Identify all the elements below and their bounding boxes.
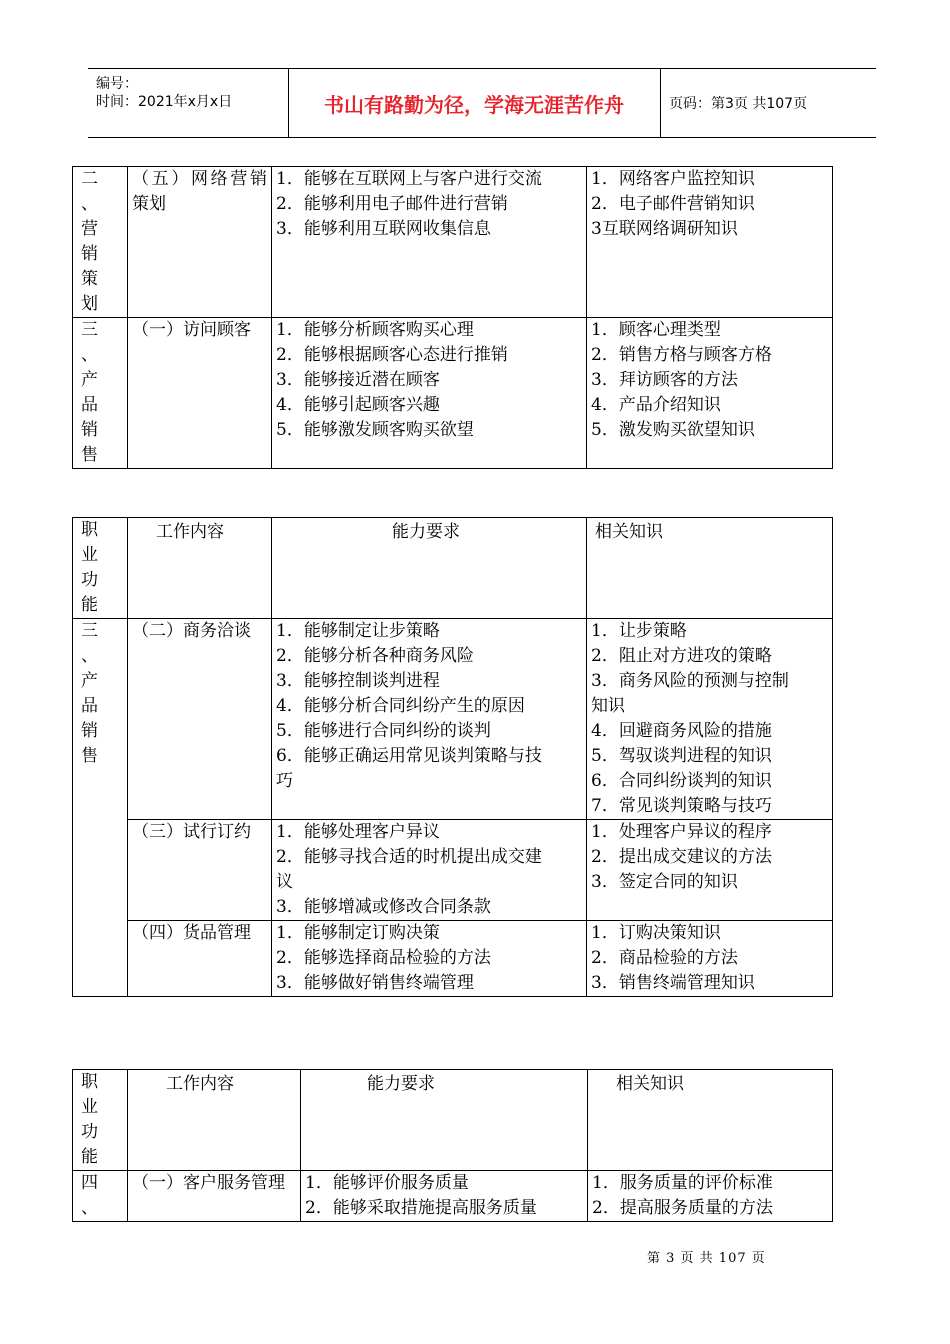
function-char: 职 bbox=[81, 520, 98, 540]
list-item: 2．能够选择商品检验的方法 bbox=[276, 948, 491, 968]
list-item: 6．合同纠纷谈判的知识 bbox=[591, 771, 772, 791]
list-item: 1．能够处理客户异议 bbox=[276, 822, 440, 842]
function-char: 功 bbox=[81, 1122, 98, 1142]
list-item: 知识 bbox=[591, 696, 625, 716]
function-char: 品 bbox=[81, 696, 98, 716]
function-char: 产 bbox=[81, 370, 98, 390]
function-char: 职 bbox=[81, 1072, 98, 1092]
knowledge-cell bbox=[588, 1171, 833, 1222]
list-item: 4．能够分析合同纠纷产生的原因 bbox=[276, 696, 525, 716]
list-item: 3．能够接近潜在顾客 bbox=[276, 370, 440, 390]
list-item: 2．能够寻找合适的时机提出成交建 bbox=[276, 847, 542, 867]
knowledge-cell bbox=[587, 318, 833, 469]
abilities-cell bbox=[272, 619, 587, 820]
knowledge-cell bbox=[587, 167, 833, 318]
list-item: 2．能够分析各种商务风险 bbox=[276, 646, 474, 666]
function-char: 销 bbox=[81, 244, 98, 264]
list-item: 巧 bbox=[276, 771, 293, 791]
list-item: 7．常见谈判策略与技巧 bbox=[591, 796, 772, 816]
header-knowledge: 相关知识 bbox=[588, 1070, 833, 1171]
function-char: 售 bbox=[81, 746, 98, 766]
list-item: 4．回避商务风险的措施 bbox=[591, 721, 772, 741]
table-header-row bbox=[73, 1070, 833, 1171]
function-char: 产 bbox=[81, 671, 98, 691]
work-content-cell bbox=[128, 619, 272, 820]
work-content-cell bbox=[128, 1171, 301, 1222]
header-function bbox=[73, 1070, 128, 1171]
knowledge-cell bbox=[587, 820, 833, 921]
abilities-cell bbox=[272, 167, 587, 318]
knowledge-cell bbox=[587, 921, 833, 997]
list-item: 4．产品介绍知识 bbox=[591, 395, 721, 415]
header-work: 工作内容 bbox=[128, 518, 272, 619]
work-content-text: （三）试行订约 bbox=[132, 822, 251, 842]
table-row bbox=[73, 167, 833, 318]
skills-table-2 bbox=[72, 517, 833, 997]
function-char: 、 bbox=[81, 646, 98, 666]
header-abilities: 能力要求 bbox=[301, 1070, 588, 1171]
list-item: 5．驾驭谈判进程的知识 bbox=[591, 746, 772, 766]
function-char: 、 bbox=[81, 194, 98, 214]
table-row bbox=[73, 619, 833, 820]
list-item: 2．提高服务质量的方法 bbox=[592, 1198, 773, 1218]
header-work: 工作内容 bbox=[128, 1070, 301, 1171]
list-item: 2．销售方格与顾客方格 bbox=[591, 345, 772, 365]
list-item: 5．激发购买欲望知识 bbox=[591, 420, 755, 440]
list-item: 1．处理客户异议的程序 bbox=[591, 822, 772, 842]
list-item: 4．能够引起顾客兴趣 bbox=[276, 395, 440, 415]
function-char: 业 bbox=[81, 1097, 98, 1117]
list-item: 2．提出成交建议的方法 bbox=[591, 847, 772, 867]
list-item: 2．能够采取措施提高服务质量 bbox=[305, 1198, 537, 1218]
page-footer: 第 3 页 共 107 页 bbox=[647, 1251, 766, 1266]
list-item: 3．销售终端管理知识 bbox=[591, 973, 755, 993]
function-char: 业 bbox=[81, 545, 98, 565]
list-item: 1．能够制定让步策略 bbox=[276, 621, 440, 641]
list-item: 1．订购决策知识 bbox=[591, 923, 721, 943]
list-item: 5．能够进行合同纠纷的谈判 bbox=[276, 721, 491, 741]
function-cell bbox=[73, 619, 128, 997]
list-item: 1．能够制定订购决策 bbox=[276, 923, 440, 943]
function-cell bbox=[73, 167, 128, 318]
work-content-cell bbox=[128, 820, 272, 921]
function-char: 、 bbox=[81, 1198, 98, 1218]
function-char: 销 bbox=[81, 721, 98, 741]
list-item: 3．签定合同的知识 bbox=[591, 872, 738, 892]
list-item: 2．电子邮件营销知识 bbox=[591, 194, 755, 214]
function-char: 四 bbox=[81, 1173, 98, 1193]
function-char: 售 bbox=[81, 445, 98, 465]
header-meta bbox=[88, 69, 289, 137]
function-cell bbox=[73, 318, 128, 469]
function-char: 三 bbox=[81, 320, 98, 340]
header-function bbox=[73, 518, 128, 619]
table-row bbox=[73, 921, 833, 997]
abilities-cell bbox=[272, 820, 587, 921]
function-char: 品 bbox=[81, 395, 98, 415]
work-content-cell bbox=[128, 167, 272, 318]
table-row bbox=[73, 1171, 833, 1222]
list-item: 3．能够控制谈判进程 bbox=[276, 671, 440, 691]
work-content-cell bbox=[128, 318, 272, 469]
list-item: 1．顾客心理类型 bbox=[591, 320, 721, 340]
list-item: 3．商务风险的预测与控制 bbox=[591, 671, 789, 691]
serial-label: 编号： bbox=[96, 76, 138, 92]
function-char: 营 bbox=[81, 219, 98, 239]
function-cell bbox=[73, 1171, 128, 1222]
header-abilities: 能力要求 bbox=[272, 518, 587, 619]
list-item: 1．让步策略 bbox=[591, 621, 687, 641]
work-content-cell bbox=[128, 921, 272, 997]
list-item: 3．能够增减或修改合同条款 bbox=[276, 897, 491, 917]
list-item: 2．阻止对方进攻的策略 bbox=[591, 646, 772, 666]
skills-table-1 bbox=[72, 166, 833, 469]
abilities-cell bbox=[272, 318, 587, 469]
table-row bbox=[73, 820, 833, 921]
abilities-cell bbox=[301, 1171, 588, 1222]
list-item: 2．能够利用电子邮件进行营销 bbox=[276, 194, 508, 214]
work-content-text: （二）商务洽谈 bbox=[132, 621, 251, 641]
list-item: 5．能够激发顾客购买欲望 bbox=[276, 420, 474, 440]
function-char: 策 bbox=[81, 269, 98, 289]
function-char: 能 bbox=[81, 1147, 98, 1167]
knowledge-cell bbox=[587, 619, 833, 820]
function-char: 能 bbox=[81, 595, 98, 615]
function-char: 销 bbox=[81, 420, 98, 440]
list-item: 1．网络客户监控知识 bbox=[591, 169, 755, 189]
table-header-row bbox=[73, 518, 833, 619]
list-item: 1．能够分析顾客购买心理 bbox=[276, 320, 474, 340]
abilities-cell bbox=[272, 921, 587, 997]
list-item: 2．能够根据顾客心态进行推销 bbox=[276, 345, 508, 365]
work-content-text: （四）货品管理 bbox=[132, 923, 251, 943]
list-item: 议 bbox=[276, 872, 293, 892]
function-char: 划 bbox=[81, 294, 98, 314]
function-char: 三 bbox=[81, 621, 98, 641]
list-item: 3．拜访顾客的方法 bbox=[591, 370, 738, 390]
time-label: 时间：2021年x月x日 bbox=[96, 94, 233, 110]
header-motto: 书山有路勤为径，学海无涯苦作舟 bbox=[288, 69, 661, 137]
work-content-text: （五）网络营销策划 bbox=[132, 169, 267, 214]
list-item: 3互联网络调研知识 bbox=[591, 219, 738, 239]
page-header bbox=[88, 68, 876, 138]
list-item: 3．能够做好销售终端管理 bbox=[276, 973, 474, 993]
work-content-text: （一）访问顾客 bbox=[132, 320, 251, 340]
list-item: 6．能够正确运用常见谈判策略与技 bbox=[276, 746, 542, 766]
list-item: 2．商品检验的方法 bbox=[591, 948, 738, 968]
list-item: 1．能够评价服务质量 bbox=[305, 1173, 469, 1193]
list-item: 3．能够利用互联网收集信息 bbox=[276, 219, 491, 239]
function-char: 二 bbox=[81, 169, 98, 189]
header-knowledge: 相关知识 bbox=[587, 518, 833, 619]
work-content-text: （一）客户服务管理 bbox=[132, 1173, 285, 1193]
list-item: 1．能够在互联网上与客户进行交流 bbox=[276, 169, 542, 189]
list-item: 1．服务质量的评价标准 bbox=[592, 1173, 773, 1193]
function-char: 、 bbox=[81, 345, 98, 365]
function-char: 功 bbox=[81, 570, 98, 590]
header-page-label: 页码：第3页 共107页 bbox=[669, 96, 808, 112]
table-row bbox=[73, 318, 833, 469]
skills-table-3 bbox=[72, 1069, 833, 1222]
